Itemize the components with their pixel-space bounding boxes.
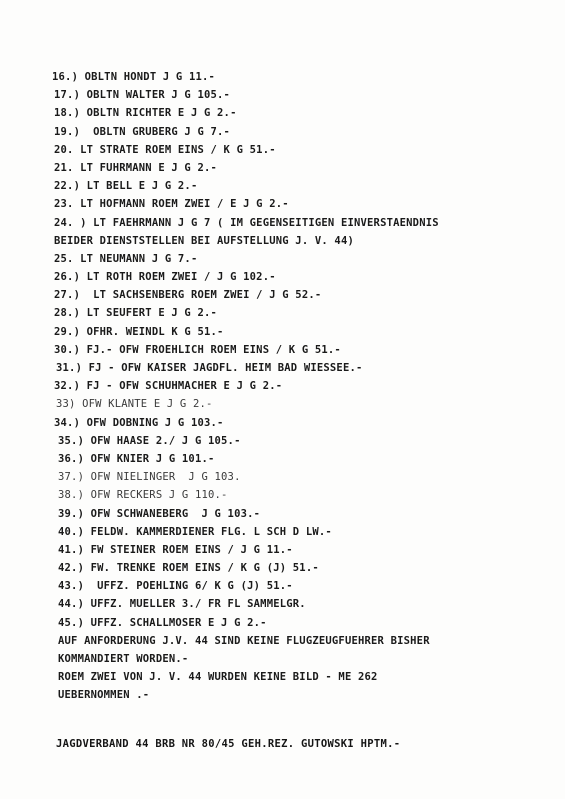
closing-remark-line-3: ROEM ZWEI VON J. V. 44 WURDEN KEINE BILD - ME 262: [58, 671, 378, 684]
list-item-22: 22.) LT BELL E J G 2.-: [54, 180, 198, 193]
list-item-19: 19.) OBLTN GRUBERG J G 7.-: [54, 125, 231, 138]
list-item-38: 38.) OFW RECKERS J G 110.-: [58, 489, 228, 502]
list-item-30: 30.) FJ.- OFW FROEHLICH ROEM EINS / K G 51.-: [54, 343, 341, 356]
list-item-17: 17.) OBLTN WALTER J G 105.-: [54, 89, 231, 102]
closing-remark-line-1: AUF ANFORDERUNG J.V. 44 SIND KEINE FLUGZEUGFUEHRER BISHER: [58, 634, 430, 647]
list-item-35: 35.) OFW HAASE 2./ J G 105.-: [58, 434, 241, 447]
list-item-45: 45.) UFFZ. SCHALLMOSER E J G 2.-: [58, 616, 267, 629]
document-body: [52, 68, 552, 705]
list-item-28: 28.) LT SEUFERT E J G 2.-: [54, 307, 218, 320]
list-item-32: 32.) FJ - OFW SCHUHMACHER E J G 2.-: [54, 380, 283, 393]
list-item-40: 40.) FELDW. KAMMERDIENER FLG. L SCH D LW.-: [58, 525, 332, 538]
list-item-16: 16.) OBLTN HONDT J G 11.-: [52, 71, 216, 83]
list-item-25: 25. LT NEUMANN J G 7.-: [54, 252, 198, 265]
closing-remark-line-2: KOMMANDIERT WORDEN.-: [58, 653, 189, 665]
list-item-18: 18.) OBLTN RICHTER E J G 2.-: [54, 107, 237, 120]
list-item-39: 39.) OFW SCHWANEBERG J G 103.-: [58, 507, 261, 520]
list-item-42: 42.) FW. TRENKE ROEM EINS / K G (J) 51.-: [58, 562, 319, 575]
signature-line: JAGDVERBAND 44 BRB NR 80/45 GEH.REZ. GUTOWSKI HPTM.-: [56, 738, 401, 750]
list-item-21: 21. LT FUHRMANN E J G 2.-: [54, 161, 218, 174]
list-item-23: 23. LT HOFMANN ROEM ZWEI / E J G 2.-: [54, 198, 289, 211]
list-item-27: 27.) LT SACHSENBERG ROEM ZWEI / J G 52.-: [54, 289, 322, 302]
list-item-36: 36.) OFW KNIER J G 101.-: [58, 452, 215, 465]
list-item-34: 34.) OFW DOBNING J G 103.-: [54, 416, 224, 429]
closing-remark-line-4: UEBERNOMMEN .-: [58, 689, 150, 702]
list-item-37: 37.) OFW NIELINGER J G 103.: [58, 471, 241, 484]
list-item-44: 44.) UFFZ. MUELLER 3./ FR FL SAMMELGR.: [58, 598, 306, 611]
list-item-24-continuation: BEIDER DIENSTSTELLEN BEI AUFSTELLUNG J. V. 44): [54, 234, 354, 247]
list-item-41: 41.) FW STEINER ROEM EINS / J G 11.-: [58, 543, 293, 556]
list-item-29: 29.) OFHR. WEINDL K G 51.-: [54, 325, 224, 338]
list-item-20: 20. LT STRATE ROEM EINS / K G 51.-: [54, 143, 276, 156]
list-item-33: 33) OFW KLANTE E J G 2.-: [56, 398, 213, 411]
list-item-31: 31.) FJ - OFW KAISER JAGDFL. HEIM BAD WIESSEE.-: [56, 362, 363, 374]
list-item-26: 26.) LT ROTH ROEM ZWEI / J G 102.-: [54, 271, 276, 284]
list-item-24: 24. ) LT FAEHRMANN J G 7 ( IM GEGENSEITIGEN EINVERSTAENDNIS: [54, 216, 439, 229]
list-item-43: 43.) UFFZ. POEHLING 6/ K G (J) 51.-: [58, 580, 293, 593]
